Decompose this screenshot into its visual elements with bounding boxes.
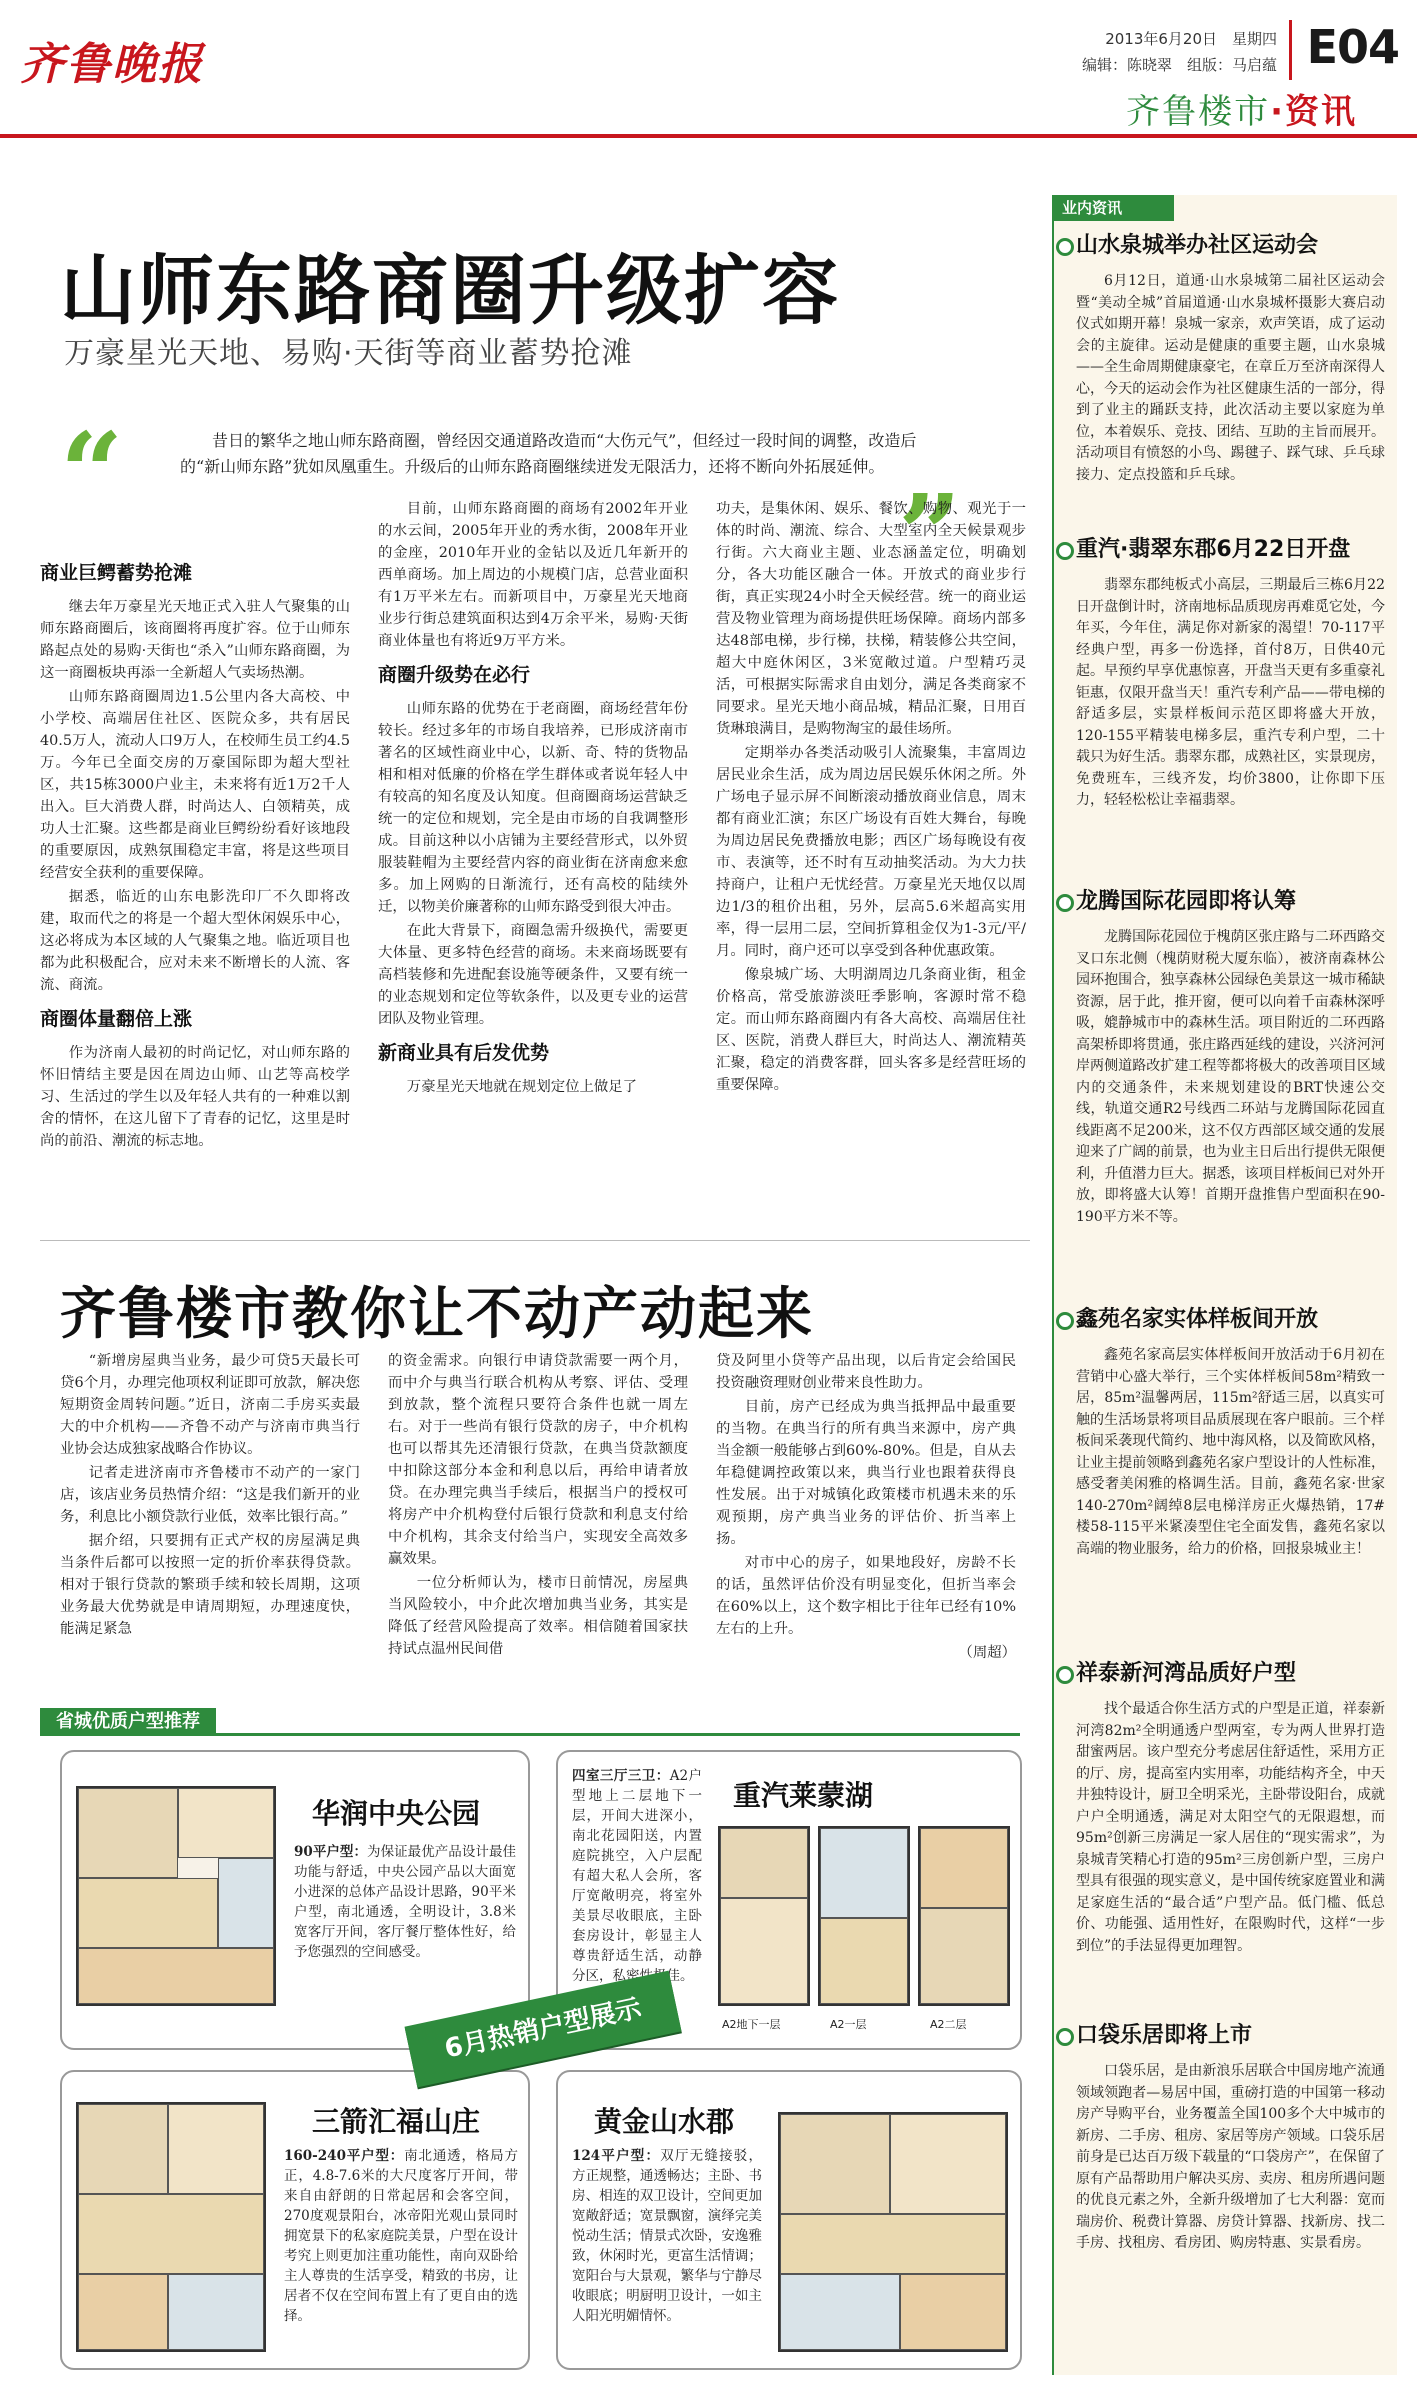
card-description: [572, 1766, 702, 1986]
floorplan-image: [918, 1826, 1010, 2006]
paragraph: 目前，山师东路商圈的商场有2002年开业的水云间，2005年开业的秀水街，2008年开业的金座，2010年开业的金钻以及近几年新开的西单商场。加上周边的小规模门店，总营业面积有1万平米左右。而新项目中，万豪星光天地商业步行街总建筑面积达到4万余平米，易购·天街商业体量也有将近9万平方米。: [378, 501, 688, 649]
floorplan-image: [76, 2102, 266, 2352]
issue-date: 2013年6月20日 星期四: [1105, 30, 1277, 48]
issue-meta: [1082, 26, 1277, 78]
paragraph: 作为济南人最初的时尚记忆，对山师东路的怀旧情结主要是因在周边山师、山艺等高校学习、生活过的学生以及年轻人共有的一种难以割舍的情怀，在这儿留下了青春的记忆，这里是时尚的前沿、潮流的标志地。: [40, 1045, 350, 1149]
article1-column-3: [716, 498, 1026, 1098]
paragraph: 山师东路的优势在于老商圈，商场经营年份较长。经过多年的市场自我培养，已形成济南市著名的区域性商业中心，以新、奇、特的货物品相和相对低廉的价格在学生群体或者说年轻人中有较高的知名度及认知度。但商圈商场运营缺乏统一的定位和规划，完全是由市场的自我调整形成。目前这种以小店铺为主要经营形式，以外贸服装鞋帽为主要经营内容的商业街在济南愈来愈多。加上网购的日渐流行，还有高校的陆续外迁，以物美价廉著称的山师东路受到很大冲击。: [378, 701, 688, 915]
card-text: 为保证最优产品设计最佳功能与舒适，中央公园产品以大面宽小进深的总体产品设计思路，90平米户型，南北通透，全明设计，3.8米宽客厅开间，客厅餐厅整体性好，给予您强烈的空间感受。: [294, 1844, 516, 1960]
article2-byline: （周超）: [958, 1645, 1016, 1661]
paragraph: 贷及阿里小贷等产品出现，以后肯定会给国民投资融资理财创业带来良性助力。: [716, 1353, 1016, 1391]
article1-headline: 山师东路商圈升级扩容: [60, 246, 840, 335]
card-title: 黄金山水郡: [594, 2105, 735, 2138]
industry-news-sidebar: [1052, 195, 1397, 2375]
sidebar-tag: 业内资讯: [1054, 195, 1174, 221]
article2-column-3: [716, 1350, 1016, 1666]
paragraph: 据介绍，只要拥有正式产权的房屋满足典当条件后都可以按照一定的折价率获得贷款。相对于银行贷款的繁琐手续和较长周期，这项业务最大优势就是申请周期短，办理速度快，能满足紧急: [60, 1533, 360, 1637]
paragraph: 一位分析师认为，楼市日前情况，房屋典当风险较小，中介此次增加典当业务，其实是降低了经营风险提高了效率。相信随着国家扶持试点温州民间借: [388, 1575, 688, 1657]
sidebar-item-text: 翡翠东郡纯板式小高层，三期最后三栋6月22日开盘倒计时，济南地标品质现房再难觅它处，今年买，今年住，满足你对新家的渴望！70-117平经典户型，再多一份选择，首付8万，日供40元起。早预约早享优惠惊喜，开盘当天更有多重豪礼钜惠，仅限开盘当天！重汽专利产品——带电梯的舒适多层，实景样板间示范区即将盛大开放，120-155平精装电梯多层，重汽专利户型，二十载只为好生活。翡翠东郡，成熟社区，实景现房，免费班车，三线齐发，均价3800，让你即下压力，轻轻松松让幸福翡翠。: [1076, 577, 1385, 808]
paragraph: 对市中心的房子，如果地段好，房龄不长的话，虽然评估价没有明显变化，但折当率会在60%以上，这个数字相比于往年已经有10%左右的上升。: [716, 1555, 1016, 1637]
card-title: 华润中央公园: [312, 1797, 481, 1830]
article1-subhead: 万豪星光天地、易购·天街等商业蓄势抢滩: [64, 336, 633, 371]
sidebar-item-title: 口袋乐居即将上市: [1054, 2019, 1399, 2053]
floorplan-label: A2一层: [830, 2018, 867, 2031]
article2-column-1: [60, 1350, 360, 1642]
quote-open-icon: “: [60, 408, 124, 537]
section-sub: ·资讯: [1270, 92, 1357, 132]
sidebar-item-title: 山水泉城举办社区运动会: [1054, 229, 1399, 263]
unit-card-huarun: [60, 1750, 530, 2050]
paragraph: “新增房屋典当业务，最少可贷5天最长可贷6个月，办理完他项权利证即可放款，解决您短期资金周转问题。”近日，济南二手房买卖最大的中介机构——齐鲁不动产与济南市典当行业协会达成独家战略合作协议。: [60, 1353, 360, 1457]
card-lead: 124平户型：: [572, 2148, 661, 2164]
sidebar-item-title: 重汽·翡翠东郡6月22日开盘: [1054, 533, 1399, 567]
sidebar-item-text: 口袋乐居，是由新浪乐居联合中国房地产流通领域领跑者—易居中国，重磅打造的中国第一移动房产导购平台，业务覆盖全国100多个大中城市的新房、二手房、租房、家居等房产领域。口袋乐居前身是已达百万级下载量的“口袋房产”，在保留了原有产品帮助用户解决买房、卖房、租房所遇问题的优良元素之外，全新升级增加了七大利器：宽而瑞房价、税费计算器、房贷计算器、找新房、找二手房、找租房、看房团、购房特惠、实景看房。: [1076, 2063, 1385, 2251]
sidebar-item: [1054, 229, 1399, 486]
paragraph: 在此大背景下，商圈急需升级换代，需要更大体量、更多特色经营的商场。未来商场既要有高档装修和先进配套设施等硬条件，又要有统一的业态规划和定位等软条件，以及更专业的运营团队及物业管理。: [378, 923, 688, 1027]
floorplan-label: A2地下一层: [722, 2018, 781, 2031]
card-description: [284, 2146, 518, 2326]
sidebar-item: [1054, 2019, 1399, 2255]
paragraph: 山师东路商圈周边1.5公里内各大高校、中小学校、高端居住社区、医院众多，共有居民40.5万人，流动人口9万人，在校师生员工约4.5万。今年已全面交房的万豪国际即为超大型社区，共15栋3000户业主，未来将有近1万2千人出入。巨大消费人群，时尚达人、白领精英，成功人士汇聚。这些都是商业巨鳄纷纷看好该地段的重要原因，成熟氛围稳定丰富，将是这些项目经营安全获利的重要保障。: [40, 689, 350, 881]
sidebar-item: [1054, 885, 1399, 1228]
sidebar-item-text: 鑫苑名家高层实体样板间开放活动于6月初在营销中心盛大举行，三个实体样板间58m²精致一居，85m²温馨两居，115m²舒适三居，以真实可触的生活场景将项目品质展现在客户眼前。三个样板间采袭现代简约、地中海风格，以及简欧风格，让业主提前领略到鑫苑名家户型设计的人性标准，感受奢美闲雅的格调生活。目前，鑫苑名家·世家140-270m²阔绰8层电梯洋房正火爆热销，17#楼58-115平米紧凑型住宅全面发售，鑫苑名家以高端的物业服务，给力的价格，回报泉城业主！: [1076, 1347, 1385, 1557]
paragraph: 定期举办各类活动吸引人流聚集，丰富周边居民业余生活，成为周边居民娱乐休闲之所。外广场电子显示屏不间断滚动播放商业信息，周末都有商业汇演；东区广场设有百姓大舞台，每晚为周边居民免费播放电影；西区广场每晚设有夜市、表演等，还不时有互动抽奖活动。为大力扶持商户，让租户无忧经营。万豪星光天地仅以周边1/3的租价出租，另外，层高5.6米超高实用率，得一层用二层，空间折算租金仅为1-3元/平/月。同时，商户还可以享受到各种优惠政策。: [716, 745, 1026, 959]
recommend-header: [40, 1708, 1020, 1736]
floorplan-image: [818, 1826, 910, 2006]
sidebar-item-text: 找个最适合你生活方式的户型是正道，祥泰新河湾82m²全明通透户型两室，专为两人世界打造甜蜜两居。该户型充分考虑居住舒适性，采用方正的厅、房，提高室内实用率，功能结构齐全，中天井独特设计，厨卫全明采光，主卧带设阳台，成就户户全明通透，满足对太阳空气的无限遐想，而95m²创新三房满足一家人居住的“现实需求”，为泉城青笑精心打造的95m²三房创新户型，三房户型具有很强的现实意义，是中国传统家庭置业和满足家庭生活的“最合适”户型产品。低门槛、低总价、功能强、适用性好，在限购时代，这样“一步到位”的手法显得更加理智。: [1076, 1701, 1385, 1954]
floorplan-image: [76, 1786, 276, 2006]
article2-column-2: [388, 1350, 688, 1662]
sidebar-item-title: 祥泰新河湾品质好户型: [1054, 1657, 1399, 1691]
unit-card-sanjian: [60, 2070, 530, 2370]
sidebar-item-title: 龙腾国际花园即将认筹: [1054, 885, 1399, 919]
section-name: [1126, 84, 1357, 133]
paragraph: 目前，房产已经成为典当抵押品中最重要的当物。在典当行的所有典当来源中，房产典当金额一般能够占到60%-80%。但是，自从去年稳健调控政策以来，典当行业也跟着获得良性发展。出于对城镇化政策楼市机遇未来的乐观预期，房产典当业务的评估价、折当率上扬。: [716, 1399, 1016, 1547]
card-lead: 90平户型：: [294, 1844, 368, 1860]
sidebar-item-text: 6月12日，道通·山水泉城第二届社区运动会暨“美动全城”首届道通·山水泉城杯摄影大赛启动仪式如期开幕！泉城一家亲，欢声笑语，成了运动会的主旋律。运动是健康的重要主题，山水泉城——全生命周期健康豪宅，在章丘万至济南深得人心，今天的运动会作为社区健康生活的一部分，得到了业主的踊跃支持，此次活动主要以家庭为单位，本着娱乐、竞技、团结、互助的主旨而展开。活动项目有愤怒的小鸟、踢毽子、踩气球、乒乓球接力、定点投篮和乒乓球。: [1076, 273, 1385, 483]
recommend-tag: 省城优质户型推荐: [40, 1708, 216, 1736]
sidebar-item-title: 鑫苑名家实体样板间开放: [1054, 1303, 1399, 1337]
section-main: 齐鲁楼市: [1126, 92, 1271, 132]
paragraph: 像泉城广场、大明湖周边几条商业街，租金价格高，常受旅游淡旺季影响，客源时常不稳定。而山师东路商圈内有各大高校、高端居住社区、医院，消费人群巨大，时尚达人、潮流精英汇聚，稳定的消费客群，回头客多是经营旺场的重要保障。: [716, 967, 1026, 1093]
card-title: 三箭汇福山庄: [312, 2105, 481, 2138]
sidebar-item: [1054, 1657, 1399, 1957]
sidebar-item: [1054, 533, 1399, 812]
paragraph: 万豪星光天地就在规划定位上做足了: [406, 1079, 638, 1095]
article1-lead: 昔日的繁华之地山师东路商圈，曾经因交通道路改造而“大伤元气”，但经过一段时间的调整，改造后的“新山师东路”犹如凤凰重生。升级后的山师东路商圈继续迸发无限活力，还将不断向外拓展延伸。: [180, 431, 917, 476]
article1-body: [40, 501, 1040, 1149]
sidebar-item: [1054, 1303, 1399, 1560]
article1-column-2: [378, 498, 688, 1100]
masthead-rule: [0, 134, 1417, 138]
paragraph: 的资金需求。向银行申请贷款需要一两个月，而中介与典当行联合机构从考察、评估、受理到放款，整个流程只要符合条件也就一周左右。对于一些尚有银行贷款的房子，中介机构也可以帮其先还清银行贷款，在典当贷款额度中扣除这部分本金和利息以后，再给申请者放贷。在办理完典当手续后，根据当户的授权可将房产中介机构登付后银行贷款和利息支付给中介机构，其余支付给当户，实现安全高效多赢效果。: [388, 1353, 688, 1567]
hot-sale-ribbon: 6月热销户型展示: [405, 1971, 682, 2088]
floorplan-label: A2二层: [930, 2018, 967, 2031]
unit-card-huangjin: [556, 2070, 1022, 2370]
subheading: 商圈体量翻倍上涨: [40, 1008, 193, 1030]
newspaper-logo: 齐鲁晚报: [20, 39, 204, 90]
card-lead: 160-240平户型：: [284, 2148, 405, 2164]
card-title: 重汽莱蒙湖: [733, 1779, 874, 1812]
card-text: A2户型地上二层地下一层，开间大进深小，南北花园阳送，内置庭院挑空，入户层配有超大私人会所，客厅宽敞明亮，将室外美景尽收眼底，主卧套房设计，彰显主人尊贵舒适生活，动静分区，私密性极佳。: [572, 1768, 702, 1984]
card-description: [294, 1842, 516, 1962]
article1-column-1: [40, 550, 350, 1154]
floorplan-image: [718, 1826, 810, 2006]
sidebar-item-text: 龙腾国际花园位于槐荫区张庄路与二环西路交叉口东北侧（槐荫财税大厦东临），被济南森林公园环抱围合，独享森林公园绿色美景这一城市稀缺资源，居于此，推开窗，便可以向着千亩森林深呼吸，媲静城市中的森林生活。项目附近的二环西路高架桥即将贯通，张庄路西延线的建设，兴济河河岸两侧道路改扩建工程等都将极大的改善项目区域内的交通条件，未来规划建设的BRT快速公交线，轨道交通R2号线西二环站与龙腾国际花园直线距离不足200米，这不仅方西部区域交通的发展迎来了广阔的前景，也为业主日后出行提供无限便利，升值潜力巨大。据悉，该项目样板间已对外开放，即将盛大认筹！首期开盘推售户型面积在90-190平方米不等。: [1076, 929, 1385, 1225]
page-number: E04: [1289, 20, 1399, 80]
card-text: 南北通透，格局方正，4.8-7.6米的大尺度客厅开间，带来自由舒朗的日常起居和会客空间，270度观景阳台，冰帝阳光观山景同时拥宽景下的私家庭院美景，户型在设计考究上则更加注重功能性，南向双卧给主人尊贵的生活享受，精致的书房，让居者不仅在空间布置上有了更自由的选择。: [284, 2148, 519, 2324]
paragraph: 继去年万豪星光天地正式入驻人气聚集的山师东路商圈后，该商圈将再度扩容。位于山师东路起点处的易购·天街也“杀入”山师东路商圈，为这一商圈板块再添一全新超人气卖场热潮。: [40, 599, 350, 681]
paragraph: 记者走进济南市齐鲁楼市不动产的一家门店，该店业务员热情介绍：“这是我们新开的业务，利息比小额贷款行业低，效率比银行高。”: [60, 1465, 360, 1525]
subheading: 商圈升级势在必行: [378, 664, 531, 686]
card-text: 双厅无缝接驳，方正规整，通透畅达；主卧、书房、相连的双卫设计，空间更加宽敞舒适；宽景飘窗，演绎完美悦动生活；情景式次卧，安逸雅致，休闲时光，更富生活情调；宽阳台与大景观，繁华与宁静尽收眼底；明厨明卫设计，一如主人阳光明媚情怀。: [572, 2148, 762, 2324]
floorplan-image: [778, 2112, 1008, 2352]
quote-close-icon: ”: [898, 470, 962, 599]
paragraph: 功夫，是集休闲、娱乐、餐饮、购物、观光于一体的时尚、潮流、综合、大型室内全天候景观步行街。六大商业主题、业态涵盖定位，明确划分，各大功能区融合一体。开放式的商业步行街，真正实现24小时全天候经营。统一的商业运营及物业管理为商场提供旺场保障。商场内部多达48部电梯，步行梯，扶梯，精装修公共空间，超大中庭休闲区，3米宽敞过道。户型精巧灵活，可根据实际需求自由划分，满足各类商家不同要求。星光天地小商品城，精品汇聚，日用百货琳琅满目，是购物淘宝的最佳场所。: [716, 501, 1026, 737]
masthead: [0, 0, 1417, 140]
subheading: 商业巨鳄蓄势抢滩: [40, 562, 193, 584]
article-divider: [40, 1240, 1030, 1241]
issue-editors: 编辑：陈晓翠 组版：马启蕴: [1081, 56, 1277, 74]
card-description: [572, 2146, 762, 2326]
article2-headline: 齐鲁楼市教你让不动产动起来: [60, 1282, 814, 1347]
paragraph: 据悉，临近的山东电影洗印厂不久即将改建，取而代之的将是一个超大型休闲娱乐中心，这必将成为本区域的人气聚集之地。临近项目也都为此积极配合，应对未来不断增长的人流、客流、商流。: [40, 889, 350, 993]
card-lead: 四室三厅三卫：: [572, 1768, 670, 1784]
subheading: 新商业具有后发优势: [378, 1042, 550, 1064]
